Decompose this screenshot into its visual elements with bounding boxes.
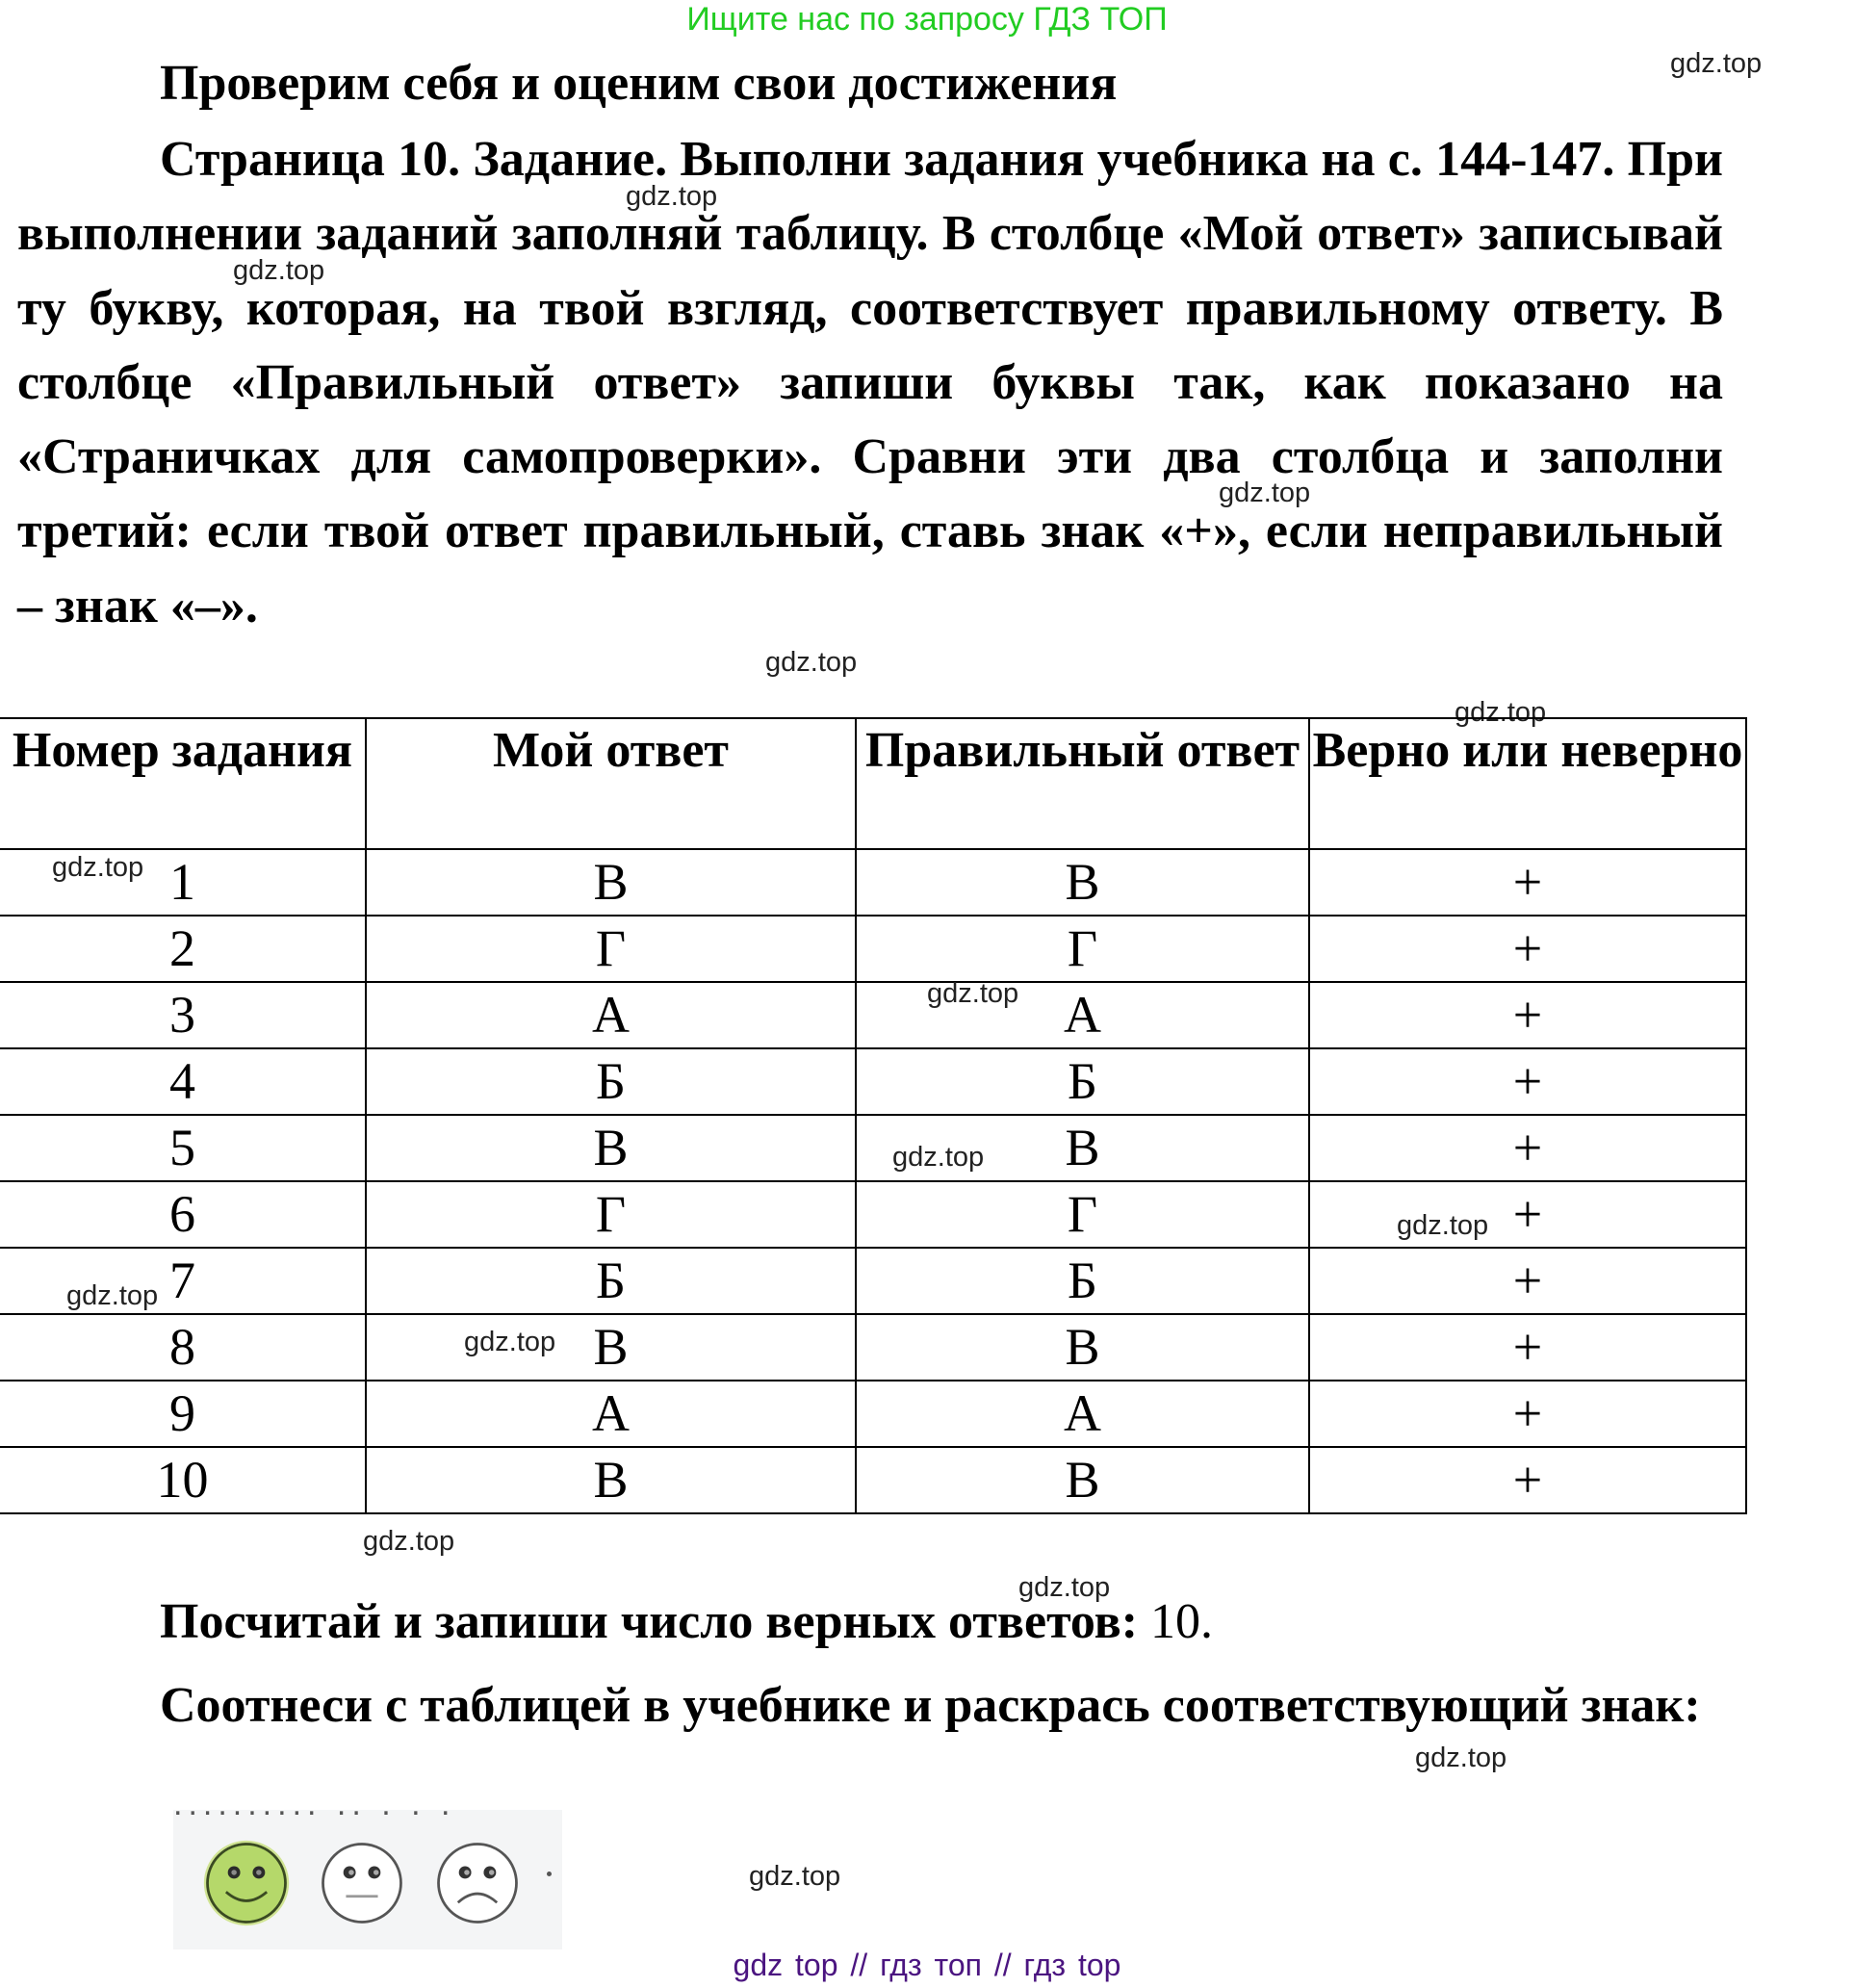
search-banner: Ищите нас по запросу ГДЗ ТОП xyxy=(686,1,1168,38)
my-answer: Г xyxy=(366,1181,856,1248)
watermark: gdz.top xyxy=(749,1861,841,1892)
sad-face-icon[interactable] xyxy=(433,1839,522,1927)
table-header-row xyxy=(0,718,1746,849)
task-number: 10 xyxy=(0,1447,366,1513)
cropped-textbook-text: .......... .. . . . xyxy=(173,1786,456,1822)
my-answer: Б xyxy=(366,1048,856,1115)
correct-answer: Г xyxy=(856,916,1309,982)
header-correct-answer: Правильный ответ xyxy=(856,718,1309,849)
correct-count-label: Посчитай и запиши число верных ответов: xyxy=(160,1594,1139,1649)
task-instructions: Страница 10. Задание. Выполни задания учебника на с. 144-147. При выполнении заданий заполняй таблицу. В столбце «Мой ответ» записывай ту букву, которая, на твой взгляд, соответствует правильному ответу. В столбце «Правильный ответ» запиши буквы так, как показано на «Страничках для самопроверки». Сравни эти два столбца и заполни третий: если твой ответ правильный, ставь знак «+», если неправильный – знак «–». xyxy=(17,132,1723,633)
result-mark: + xyxy=(1309,1115,1746,1181)
table-row xyxy=(0,1447,1746,1513)
correct-answer: Б xyxy=(856,1248,1309,1314)
correct-count-value: 10. xyxy=(1138,1594,1214,1649)
header-my-answer: Мой ответ xyxy=(366,718,856,849)
my-answer: Б xyxy=(366,1248,856,1314)
task-number: 3 xyxy=(0,982,366,1048)
table-row xyxy=(0,982,1746,1048)
header-task-number: Номер задания xyxy=(0,718,366,849)
task-number: 9 xyxy=(0,1381,366,1447)
my-answer: В xyxy=(366,1447,856,1513)
my-answer: А xyxy=(366,1381,856,1447)
my-answer: Г xyxy=(366,916,856,982)
self-assessment-faces xyxy=(173,1786,562,1949)
result-mark: + xyxy=(1309,916,1746,982)
result-mark: + xyxy=(1309,1314,1746,1381)
table-row xyxy=(0,1314,1746,1381)
result-mark: + xyxy=(1309,1248,1746,1314)
my-answer: В xyxy=(366,1314,856,1381)
correct-answer: В xyxy=(856,1314,1309,1381)
task-number: 6 xyxy=(0,1181,366,1248)
task-number: 5 xyxy=(0,1115,366,1181)
header-right-or-wrong: Верно или неверно xyxy=(1309,718,1746,849)
watermark: gdz.top xyxy=(363,1526,455,1557)
correct-answer: В xyxy=(856,849,1309,916)
answers-table xyxy=(0,717,1747,1514)
table-row xyxy=(0,1381,1746,1447)
watermark: gdz.top xyxy=(233,255,325,286)
result-mark: + xyxy=(1309,1048,1746,1115)
task-number: 7 xyxy=(0,1248,366,1314)
result-mark: + xyxy=(1309,982,1746,1048)
table-row xyxy=(0,849,1746,916)
watermark: gdz.top xyxy=(66,1280,159,1311)
watermark: gdz.top xyxy=(892,1142,985,1173)
correct-answer: А xyxy=(856,1381,1309,1447)
task-number: 8 xyxy=(0,1314,366,1381)
watermark: gdz.top xyxy=(927,978,1019,1009)
result-mark: + xyxy=(1309,1447,1746,1513)
result-mark: + xyxy=(1309,1381,1746,1447)
dot-mark xyxy=(547,1872,552,1876)
page-heading: Проверим себя и оценим свои достижения xyxy=(160,56,1118,111)
table-row xyxy=(0,1048,1746,1115)
neutral-face-icon[interactable] xyxy=(318,1839,406,1927)
correct-answer: Б xyxy=(856,1048,1309,1115)
watermark: gdz.top xyxy=(52,852,144,883)
watermark: gdz.top xyxy=(626,181,718,212)
watermark: gdz.top xyxy=(1670,48,1763,79)
correct-answer: Г xyxy=(856,1181,1309,1248)
my-answer: А xyxy=(366,982,856,1048)
table-row xyxy=(0,1248,1746,1314)
correct-answer: В xyxy=(856,1115,1309,1181)
footer-links: gdz top // гдз топ // гдз top xyxy=(733,1948,1121,1982)
result-mark: + xyxy=(1309,1181,1746,1248)
watermark: gdz.top xyxy=(464,1327,556,1357)
watermark: gdz.top xyxy=(1455,697,1547,728)
task-number: 4 xyxy=(0,1048,366,1115)
watermark: gdz.top xyxy=(1219,478,1311,508)
watermark: gdz.top xyxy=(765,647,858,678)
watermark: gdz.top xyxy=(1397,1210,1489,1241)
relate-instruction: Соотнеси с таблицей в учебнике и раскрась соответствующий знак: xyxy=(160,1678,1701,1733)
table-row xyxy=(0,1115,1746,1181)
my-answer: В xyxy=(366,849,856,916)
task-number: 2 xyxy=(0,916,366,982)
result-mark: + xyxy=(1309,849,1746,916)
correct-answer: А xyxy=(856,982,1309,1048)
watermark: gdz.top xyxy=(1415,1743,1507,1773)
table-row xyxy=(0,916,1746,982)
task-number: 1 xyxy=(0,849,366,916)
watermark: gdz.top xyxy=(1018,1572,1111,1603)
happy-face-icon[interactable] xyxy=(202,1839,291,1927)
correct-answer: В xyxy=(856,1447,1309,1513)
correct-count-line xyxy=(160,1591,1213,1653)
my-answer: В xyxy=(366,1115,856,1181)
